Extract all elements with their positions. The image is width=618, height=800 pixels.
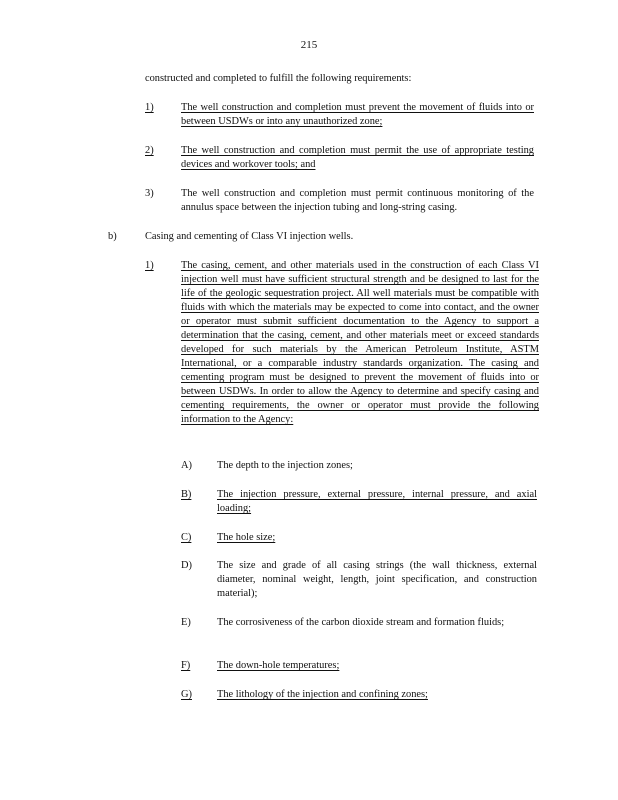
sublist-label-c: C): [181, 532, 192, 543]
sublist-label-a: A): [181, 460, 192, 471]
sublist-label-d: D): [181, 560, 192, 571]
page-number: 215: [300, 39, 318, 51]
sublist-item-g: The lithology of the injection and confining zones;: [217, 689, 428, 700]
sublist-label-e: E): [181, 617, 191, 628]
sublist-item-e: The corrosiveness of the carbon dioxide stream and formation fluids;: [217, 617, 505, 628]
list1-item-2: The well construction and completion must permit the use of appropriate testing devices and workover tools; and: [181, 145, 534, 170]
item-b1-text: The casing, cement, and other materials used in the construction of each Class VI injection well must have sufficient structural strength and be designed to last for the life of the geologic sequestration project. All well materials must be compatible with fluids with which the materials may be expected to come into contact, and the owner or operator must submit sufficient documentation to the Agency to support a determination that the casing, cement, and other materials meet or exceed standards developed for such materials by the American Petroleum Institute, ASTM International, or a comparable industry standards organization. The casing and cementing program must be designed to prevent the movement of fluids into or between USDWs. In order to allow the Agency to determine and specify casing and cementing requirements, the owner or operator must provide the following information to the Agency:: [181, 260, 539, 425]
sublist-item-a: The depth to the injection zones;: [217, 460, 353, 471]
sublist-item-f: The down-hole temperatures;: [217, 660, 340, 671]
sublist-item-b: The injection pressure, external pressure, internal pressure, and axial loading;: [217, 489, 537, 514]
sublist-item-c: The hole size;: [217, 532, 276, 543]
section-b-heading: Casing and cementing of Class VI injection wells.: [145, 231, 354, 242]
sublist-item-d: The size and grade of all casing strings (the wall thickness, external diameter, nominal weight, length, joint specification, and construction material);: [217, 560, 537, 599]
section-b-label: b): [108, 231, 117, 242]
list1-label-3: 3): [145, 188, 154, 199]
list1-label-2: 2): [145, 145, 154, 156]
list1-label-1: 1): [145, 102, 154, 113]
sublist-label-b: B): [181, 489, 192, 500]
sublist-label-g: G): [181, 689, 192, 700]
list1-item-1: The well construction and completion must prevent the movement of fluids into or between USDWs or into any unauthorized zone;: [181, 102, 534, 127]
item-b1-label: 1): [145, 260, 154, 271]
sublist-label-f: F): [181, 660, 191, 671]
intro-text: constructed and completed to fulfill the following requirements:: [145, 73, 412, 84]
list1-item-3: The well construction and completion must permit continuous monitoring of the annulus space between the injection tubing and long-string casing.: [181, 188, 534, 213]
